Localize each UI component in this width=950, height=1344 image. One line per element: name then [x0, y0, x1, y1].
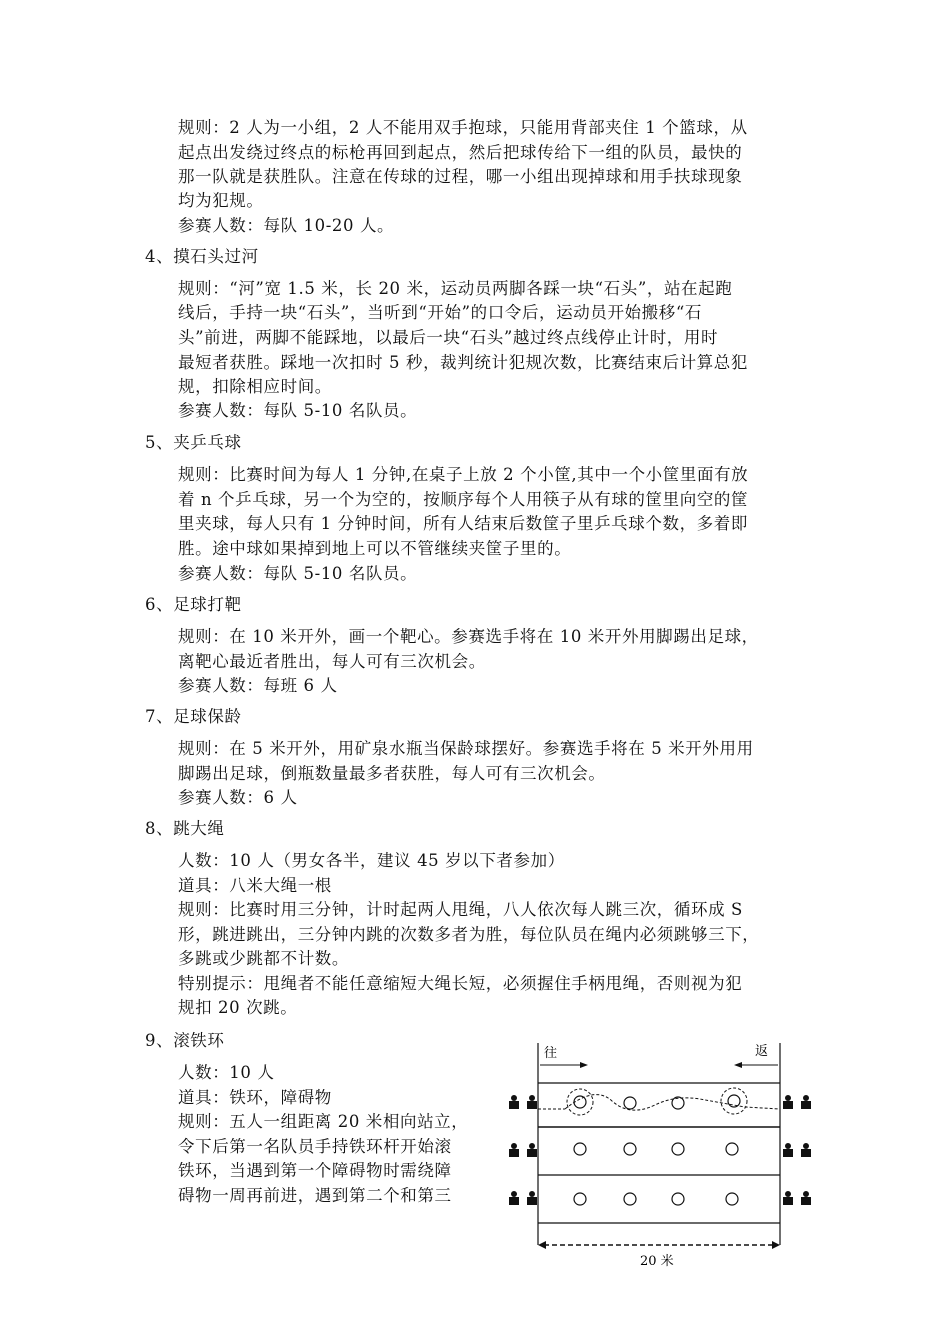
- s9-line-4: 碍物一周再前进，遇到第二个和第三: [178, 1186, 452, 1205]
- s5-participants: 参赛人数：每队 5-10 名队员。: [178, 564, 418, 583]
- lane-3-obstacle-3: [672, 1193, 684, 1205]
- lane-1-loop-2: [721, 1088, 747, 1114]
- lane-2-obstacle-2: [624, 1143, 636, 1155]
- s4-line-1: 规则：“河”宽 1.5 米，长 20 米，运动员两脚各踩一块“石头”，站在起跑: [178, 279, 733, 298]
- go-label: 往: [544, 1046, 558, 1061]
- s9-people: 人数：10 人: [178, 1063, 275, 1082]
- s7-participants: 参赛人数：6 人: [178, 788, 298, 807]
- lane-3-obstacle-4: [726, 1193, 738, 1205]
- hoop-course-diagram: [500, 1035, 820, 1275]
- s8-line-1: 规则：比赛时用三分钟，计时起两人甩绳，八人依次每人跳三次，循环成 S: [178, 900, 743, 919]
- s6-line-1: 规则：在 10 米开外，画一个靶心。参赛选手将在 10 米开外用脚踢出足球，: [178, 627, 759, 646]
- s4-participants: 参赛人数：每队 5-10 名队员。: [178, 401, 418, 420]
- s6-heading: 6、足球打靶: [145, 595, 242, 614]
- player-marker: [509, 1143, 519, 1157]
- s3-participants: 参赛人数：每队 10-20 人。: [178, 216, 395, 235]
- player-marker: [527, 1191, 537, 1205]
- s4-heading: 4、摸石头过河: [145, 247, 259, 266]
- player-marker: [801, 1143, 811, 1157]
- s8-note-2: 规扣 20 次跳。: [178, 998, 298, 1017]
- s9-line-1: 规则：五人一组距离 20 米相向站立，: [178, 1112, 469, 1131]
- s9-heading: 9、滚铁环: [145, 1031, 225, 1050]
- distance-arrow-left: [538, 1241, 546, 1249]
- s5-heading: 5、夹乒乓球: [145, 433, 242, 452]
- lane-1-obstacle-3: [672, 1097, 684, 1109]
- player-marker: [509, 1191, 519, 1205]
- player-marker: [509, 1095, 519, 1109]
- s5-line-3: 里夹球，每人只有 1 分钟时间，所有人结束后数筐子里乒乓球个数，多着即: [178, 514, 748, 533]
- s6-line-2: 离靶心最近者胜出，每人可有三次机会。: [178, 652, 486, 671]
- player-marker: [801, 1191, 811, 1205]
- return-label: 返: [755, 1044, 769, 1059]
- s4-line-5: 规，扣除相应时间。: [178, 377, 332, 396]
- s8-people: 人数：10 人（男女各半，建议 45 岁以下者参加）: [178, 851, 565, 870]
- player-marker: [783, 1143, 793, 1157]
- s3-line-1: 规则：2 人为一小组，2 人不能用双手抱球，只能用背部夹住 1 个篮球，从: [178, 118, 748, 137]
- go-arrow-head: [580, 1062, 588, 1068]
- lane-3-obstacle-1: [574, 1193, 586, 1205]
- s5-line-1: 规则：比赛时间为每人 1 分钟,在桌子上放 2 个小筐,其中一个小筐里面有放: [178, 465, 749, 484]
- s8-props: 道具：八米大绳一根: [178, 876, 332, 895]
- lane-1-obstacle-1: [574, 1096, 586, 1108]
- s4-line-4: 最短者获胜。踩地一次扣时 5 秒，裁判统计犯规次数，比赛结束后计算总犯: [178, 353, 748, 372]
- s5-line-2: 着 n 个乒乓球，另一个为空的，按顺序每个人用筷子从有球的筐里向空的筐: [178, 490, 749, 509]
- lane-2-obstacle-1: [574, 1143, 586, 1155]
- player-marker: [527, 1095, 537, 1109]
- s8-heading: 8、跳大绳: [145, 819, 225, 838]
- s4-line-3: 头”前进，两脚不能踩地，以最后一块“石头”越过终点线停止计时，用时: [178, 328, 719, 347]
- lane-1-loop-1: [567, 1089, 593, 1115]
- s8-line-2: 形，跳进跳出，三分钟内跳的次数多者为胜，每位队员在绳内必须跳够三下，: [178, 925, 760, 944]
- s9-line-3: 铁环，当遇到第一个障碍物时需绕障: [178, 1161, 452, 1180]
- player-marker: [783, 1095, 793, 1109]
- s9-props: 道具：铁环，障碍物: [178, 1088, 332, 1107]
- s9-line-2: 令下后第一名队员手持铁环杆开始滚: [178, 1137, 452, 1156]
- s3-line-3: 那一队就是获胜队。注意在传球的过程，哪一小组出现掉球和用手扶球现象: [178, 167, 743, 186]
- s3-line-2: 起点出发绕过终点的标枪再回到起点，然后把球传给下一组的队员，最快的: [178, 143, 743, 162]
- player-marker: [801, 1095, 811, 1109]
- player-marker: [527, 1143, 537, 1157]
- lane-1-obstacle-4: [728, 1095, 740, 1107]
- lane-2-obstacle-4: [726, 1143, 738, 1155]
- s3-line-4: 均为犯规。: [178, 191, 264, 210]
- player-marker: [783, 1191, 793, 1205]
- distance-arrow-right: [772, 1241, 780, 1249]
- players-left: [509, 1095, 537, 1205]
- s5-line-4: 胜。途中球如果掉到地上可以不管继续夹筐子里的。: [178, 539, 572, 558]
- s7-line-2: 脚踢出足球，倒瓶数量最多者获胜，每人可有三次机会。: [178, 764, 606, 783]
- s6-participants: 参赛人数：每班 6 人: [178, 676, 338, 695]
- lane-3-obstacle-2: [624, 1193, 636, 1205]
- lane-1-obstacle-2: [624, 1097, 636, 1109]
- lane-2-obstacle-3: [672, 1143, 684, 1155]
- s4-line-2: 线后，手持一块“石头”，当听到“开始”的口令后，运动员开始搬移“石: [178, 303, 702, 322]
- s7-line-1: 规则：在 5 米开外，用矿泉水瓶当保龄球摆好。参赛选手将在 5 米开外用用: [178, 739, 754, 758]
- s7-heading: 7、足球保龄: [145, 707, 242, 726]
- s8-line-3: 多跳或少跳都不计数。: [178, 949, 349, 968]
- return-arrow-head: [734, 1062, 742, 1068]
- distance-label: 20 米: [640, 1254, 674, 1269]
- s8-note-1: 特别提示：甩绳者不能任意缩短大绳长短，必须握住手柄甩绳，否则视为犯: [178, 974, 743, 993]
- players-right: [783, 1095, 811, 1205]
